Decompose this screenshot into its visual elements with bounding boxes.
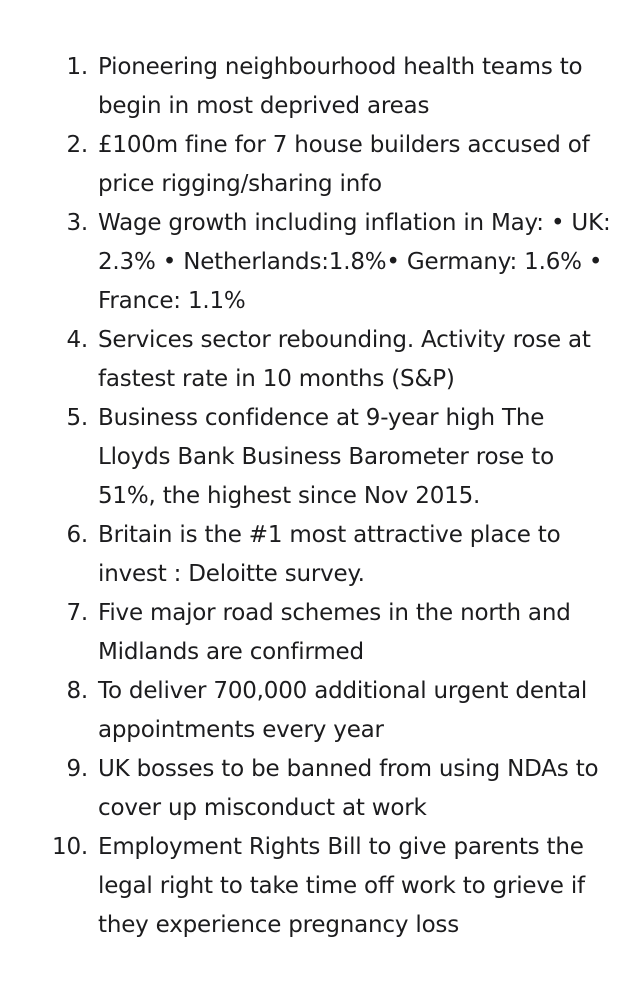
list-item <box>0 672 637 750</box>
list-item <box>0 399 637 516</box>
item-number: 2. <box>66 132 88 158</box>
item-text: £100m fine for 7 house builders accused of price rigging/sharing info <box>98 132 590 197</box>
item-text: Britain is the #1 most attractive place to invest : Deloitte survey. <box>98 522 561 587</box>
item-text: Five major road schemes in the north and Midlands are confirmed <box>98 600 571 665</box>
list-item <box>0 828 637 945</box>
item-text: Wage growth including inflation in May: • UK: 2.3% • Netherlands:1.8%• Germany: 1.6% • France: 1.1% <box>98 210 611 314</box>
list-item <box>0 204 637 321</box>
item-number: 6. <box>66 522 88 548</box>
news-list <box>0 48 637 945</box>
item-number: 10. <box>52 834 88 860</box>
list-item <box>0 750 637 828</box>
list-item <box>0 594 637 672</box>
item-number: 9. <box>66 756 88 782</box>
item-number: 5. <box>66 405 88 431</box>
item-text: Pioneering neighbourhood health teams to begin in most deprived areas <box>98 54 583 119</box>
item-text: Business confidence at 9-year high The Lloyds Bank Business Barometer rose to 51%, the highest since Nov 2015. <box>98 405 554 509</box>
list-item <box>0 321 637 399</box>
item-number: 8. <box>66 678 88 704</box>
item-number: 4. <box>66 327 88 353</box>
list-item <box>0 126 637 204</box>
item-number: 3. <box>66 210 88 236</box>
item-text: UK bosses to be banned from using NDAs to cover up misconduct at work <box>98 756 599 821</box>
item-text: Employment Rights Bill to give parents the legal right to take time off work to grieve if they experience pregnancy loss <box>98 834 585 938</box>
list-item <box>0 516 637 594</box>
item-number: 1. <box>66 54 88 80</box>
item-text: To deliver 700,000 additional urgent dental appointments every year <box>98 678 588 743</box>
list-item <box>0 48 637 126</box>
item-number: 7. <box>66 600 88 626</box>
item-text: Services sector rebounding. Activity rose at fastest rate in 10 months (S&P) <box>98 327 591 392</box>
